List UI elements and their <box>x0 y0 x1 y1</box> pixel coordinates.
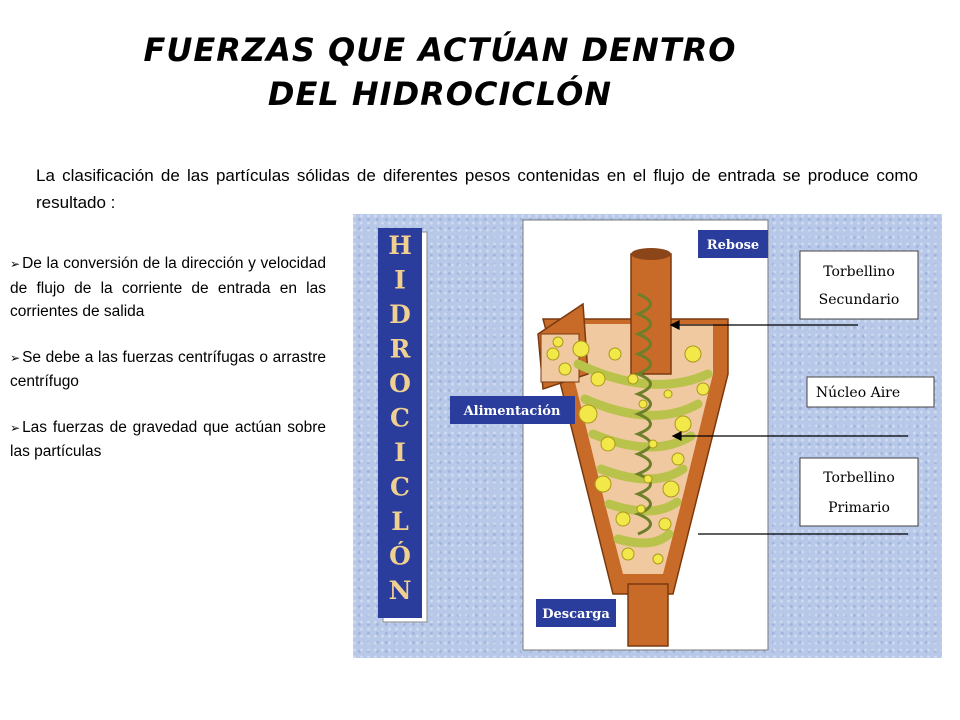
vertical-title-letter: N <box>388 576 412 605</box>
vertical-title-letter: C <box>390 403 410 433</box>
bullet-item <box>10 346 326 394</box>
torbellino-primario-line2: Primario <box>828 500 890 516</box>
rebose-label: Rebose <box>706 238 760 253</box>
underflow-spigot <box>628 584 668 646</box>
alimentacion-label: Alimentación <box>463 404 561 419</box>
bullet-text: Se debe a las fuerzas centrífugas o arrastre centrífugo <box>10 348 326 390</box>
torbellino-secundario-box <box>800 251 918 319</box>
vertical-title-letter: D <box>389 300 411 329</box>
hydrocyclone-diagram <box>353 214 942 658</box>
vertical-title-letter: C <box>390 472 410 502</box>
bullet-list <box>10 252 326 486</box>
bullet-item <box>10 252 326 324</box>
vortex-finder-opening <box>631 248 671 260</box>
torbellino-primario-line1: Torbellino <box>823 470 895 486</box>
vertical-title-letter: I <box>394 438 406 467</box>
title-line-1: FUERZAS QUE ACTÚAN DENTRO <box>143 31 737 69</box>
page-title <box>120 28 760 116</box>
bullet-text: De la conversión de la dirección y velocidad de flujo de la corriente de entrada en las corrientes de salida <box>10 255 326 320</box>
vertical-title-letter: I <box>394 265 406 295</box>
vertical-title-letter: R <box>389 334 411 364</box>
vertical-title-letter: O <box>389 369 411 398</box>
torbellino-secundario-line1: Torbellino <box>823 264 895 280</box>
descarga-label: Descarga <box>542 607 610 622</box>
arrow-bullet-icon: ➢ <box>10 257 21 271</box>
arrow-bullet-icon: ➢ <box>10 350 21 365</box>
bullet-item <box>10 416 326 464</box>
vertical-title-letter: H <box>388 231 412 260</box>
vertical-title-letter: Ó <box>389 541 411 571</box>
vertical-title-letter: L <box>391 507 409 536</box>
arrow-bullet-icon: ➢ <box>10 420 21 435</box>
hydrocyclone-illustration <box>353 214 942 658</box>
torbellino-secundario-line2: Secundario <box>818 292 900 308</box>
title-line-2: DEL HIDROCICLÓN <box>267 75 613 113</box>
intro-paragraph: La clasificación de las partículas sólidas de diferentes pesos contenidas en el flujo de entrada se produce como resultado : <box>36 166 918 212</box>
bullet-text: Las fuerzas de gravedad que actúan sobre las partículas <box>10 418 326 460</box>
nucleo-aire-label: Núcleo Aire <box>815 385 901 401</box>
